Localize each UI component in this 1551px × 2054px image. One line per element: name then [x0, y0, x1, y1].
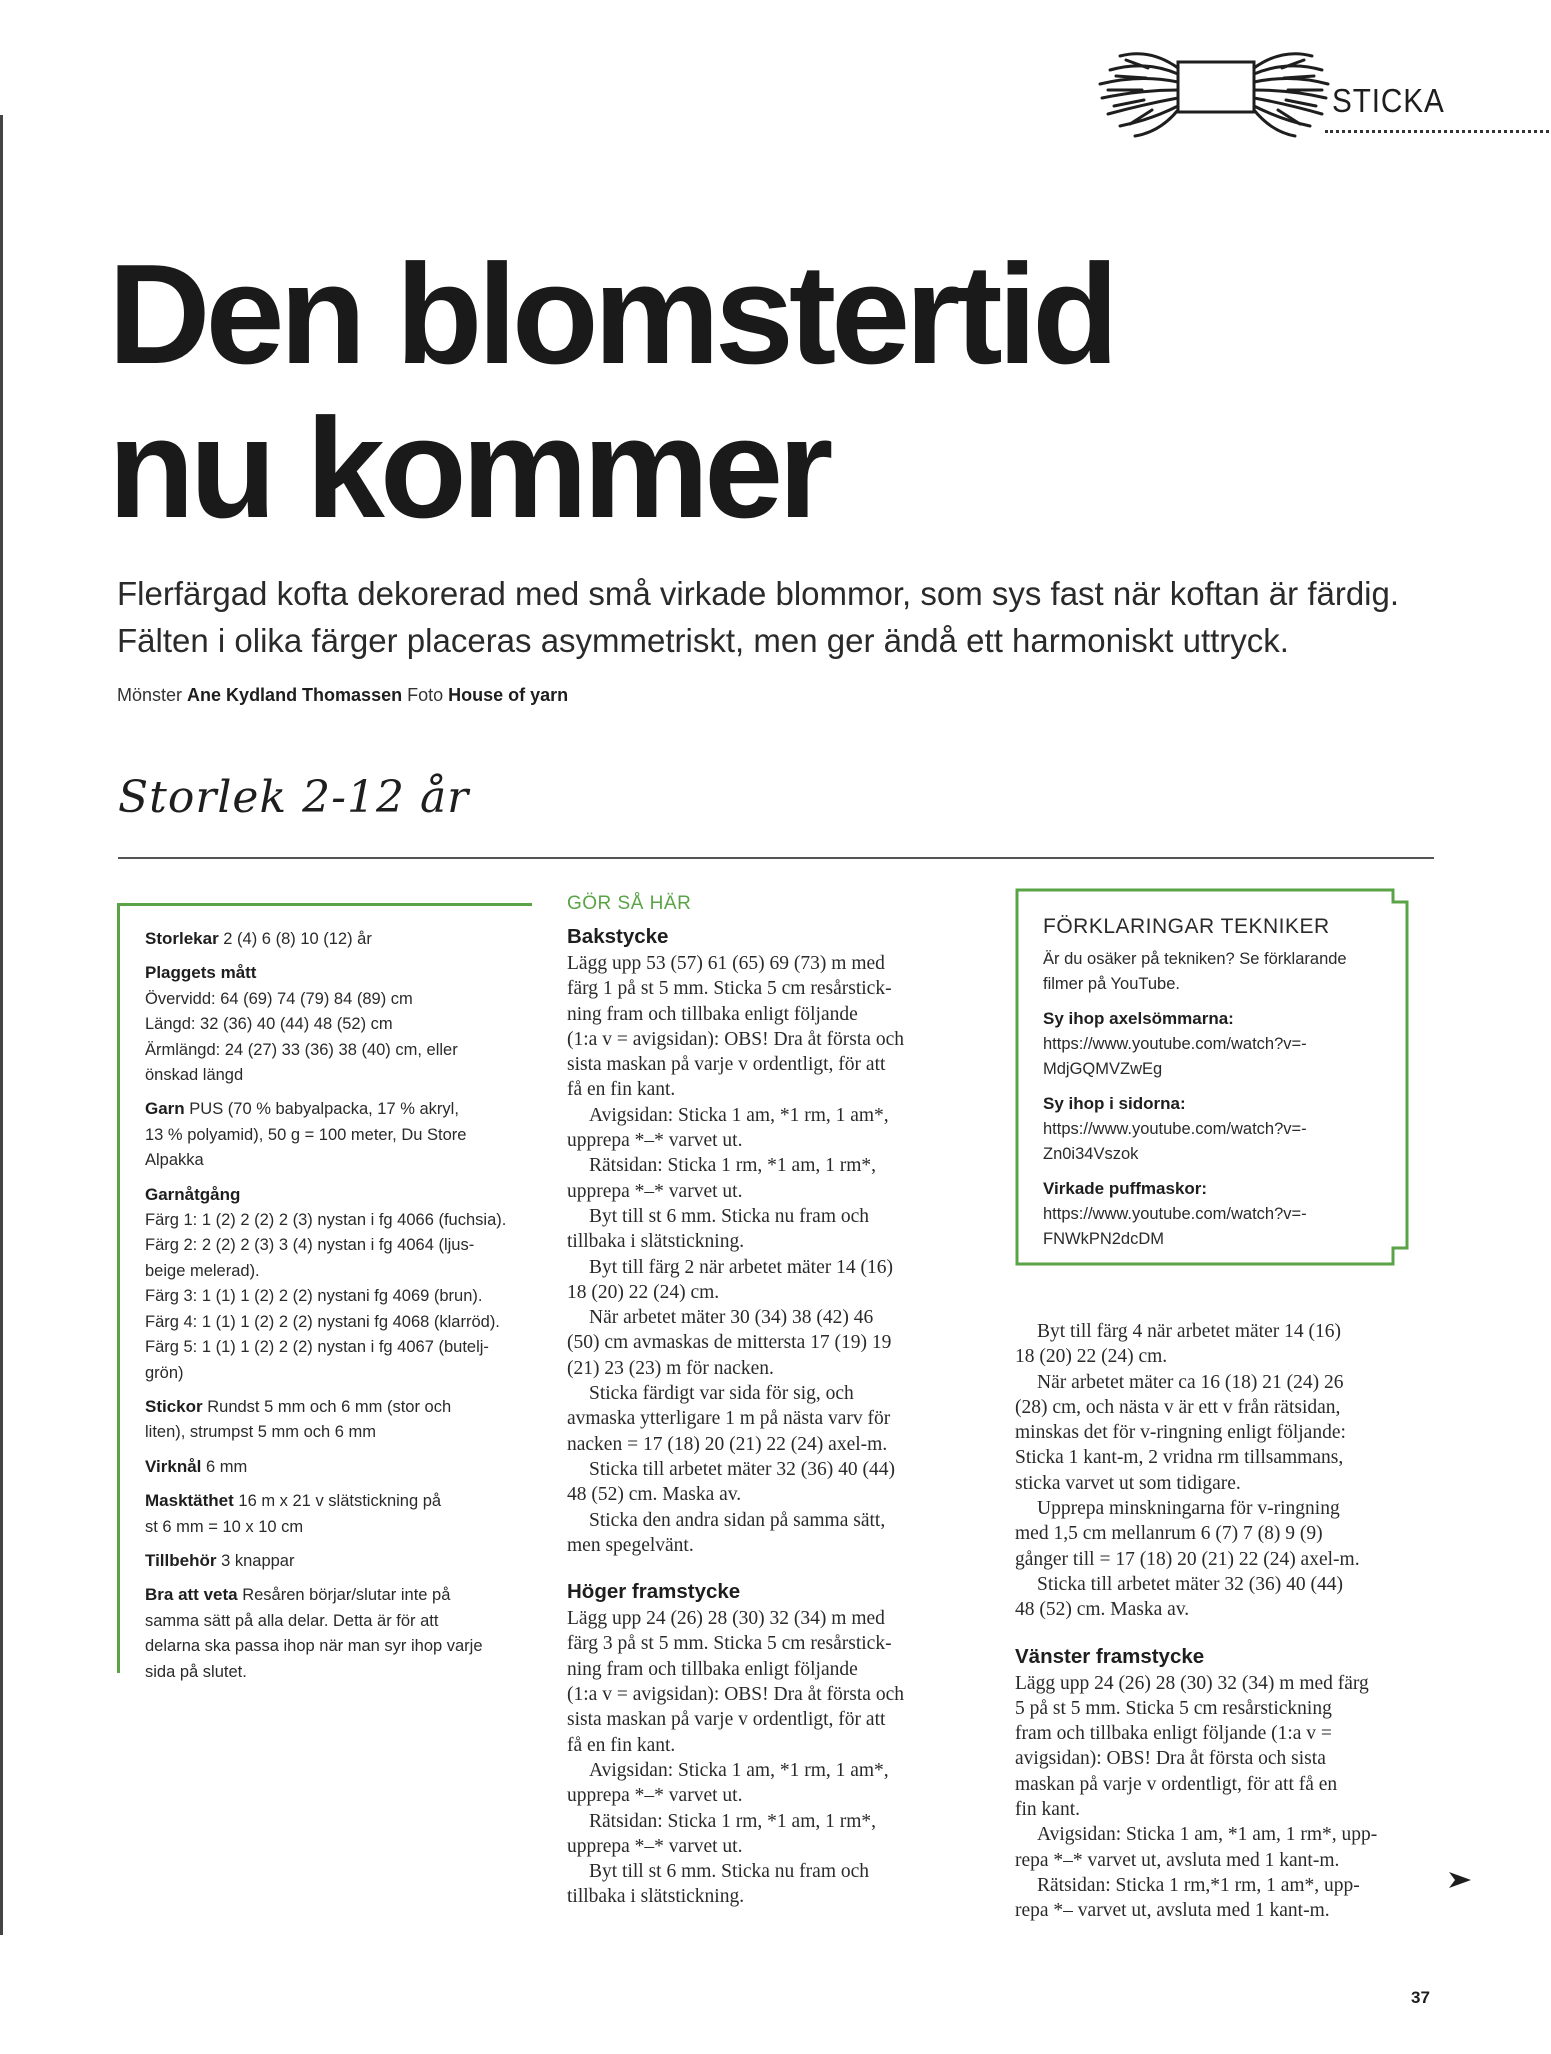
yarn-line: PUS (70 % babyalpacka, 17 % akryl, [189, 1100, 459, 1119]
yarn-block [145, 1096, 525, 1173]
good-to-know-block [145, 1582, 525, 1685]
text-line: När arbetet mäter 30 (34) 38 (42) 46 [589, 1307, 874, 1329]
technique-link[interactable]: https://www.youtube.com/watch?v=- [1043, 1120, 1307, 1138]
yarn-line: 13 % polyamid), 50 g = 100 meter, Du Store [145, 1125, 467, 1144]
text-line: Rätsidan: Sticka 1 rm,*1 rm, 1 am*, upp- [1037, 1874, 1360, 1896]
measure-line: Övervidd: 64 (69) 74 (79) 84 (89) cm [145, 989, 413, 1008]
text-line: sticka varvet ut som tidigare. [1015, 1472, 1241, 1494]
technique-item [1043, 1176, 1393, 1252]
yarn-skein-icon [1090, 40, 1330, 145]
text-line: få en fin kant. [567, 1079, 676, 1101]
text-line: (28) cm, och nästa v är ett v från rätsidan, [1015, 1396, 1341, 1418]
intro-line: filmer på YouTube. [1043, 975, 1180, 993]
text-line: tillbaka i slätstickning. [567, 1886, 745, 1908]
page-edge-line [0, 115, 3, 1935]
text-line: minskas det för v-ringning enligt följande: [1015, 1422, 1346, 1444]
techniques-intro [1043, 947, 1393, 997]
intro-line: Är du osäker på tekniken? Se förklarande [1043, 950, 1347, 968]
sizes-block [145, 926, 525, 952]
extras-label: Tillbehör [145, 1550, 217, 1570]
sizes-label: Storlekar [145, 929, 219, 948]
text-line: upprepa *–* varvet ut. [567, 1130, 743, 1152]
text-line: fram och tillbaka enligt följande (1:a v = [1015, 1723, 1332, 1745]
credits [117, 685, 568, 706]
consumption-line: Färg 2: 2 (2) 2 (3) 3 (4) nystan i fg 4064 (ljus- [145, 1236, 475, 1255]
text-line: sista maskan på varje v ordentligt, för att [567, 1709, 886, 1731]
yarn-label: Garn [145, 1099, 185, 1119]
technique-link[interactable]: FNWkPN2dcDM [1043, 1230, 1165, 1248]
measures-label: Plaggets mått [145, 963, 257, 983]
text-line: nacken = 17 (18) 20 (21) 22 (24) axel-m. [567, 1433, 888, 1455]
text-line: Lägg upp 24 (26) 28 (30) 32 (34) m med [567, 1608, 885, 1630]
method-label: GÖR SÅ HÄR [567, 893, 692, 914]
needles-label: Stickor [145, 1396, 203, 1416]
text-line: Sticka till arbetet mäter 32 (36) 40 (44) [1037, 1573, 1343, 1595]
text-line: ning fram och tillbaka enligt följande [567, 1003, 858, 1025]
techniques-content [1043, 914, 1393, 1261]
text-line: Sticka färdigt var sida för sig, och [589, 1383, 854, 1405]
left-front-text [1015, 1671, 1435, 1924]
text-line: (21) 23 (23) m för nacken. [567, 1357, 774, 1379]
technique-label: Sy ihop axelsömmarna: [1043, 1009, 1234, 1028]
hook-block [145, 1454, 525, 1480]
page-number: 37 [1411, 1988, 1430, 2007]
title-line-1: Den blomstertid [108, 235, 1114, 394]
technique-item [1043, 1006, 1393, 1082]
sizes-value: 2 (4) 6 (8) 10 (12) år [223, 930, 372, 948]
back-piece-title: Bakstycke [567, 925, 669, 948]
techniques-title: FÖRKLARINGAR TEKNIKER [1043, 915, 1330, 938]
text-line: Upprepa minskningarna för v-ringning [1037, 1498, 1340, 1520]
technique-link[interactable]: https://www.youtube.com/watch?v=- [1043, 1205, 1307, 1223]
intro-text: Flerfärgad kofta dekorerad med små virkade blommor, som sys fast när koftan är färdig. Fälten i olika färger placeras asymmetriskt, men ger ändå ett harmoniskt uttryck. [117, 575, 1400, 659]
technique-label: Sy ihop i sidorna: [1043, 1094, 1186, 1113]
extras-value: 3 knappar [221, 1551, 295, 1570]
heading-rule [118, 857, 1434, 859]
text-line: Byt till färg 4 när arbetet mäter 14 (16) [1037, 1321, 1341, 1342]
text-line: repa *– varvet ut, avsluta med 1 kant-m. [1015, 1900, 1330, 1922]
text-line: Byt till färg 2 när arbetet mäter 14 (16) [589, 1256, 893, 1278]
text-line: gånger till = 17 (18) 20 (21) 22 (24) axel-m. [1015, 1548, 1360, 1570]
right-front-title: Höger framstycke [567, 1580, 741, 1604]
back-piece-text [567, 951, 987, 1558]
text-line: Byt till st 6 mm. Sticka nu fram och [589, 1861, 870, 1883]
consumption-line: grön) [145, 1363, 184, 1382]
consumption-line: Färg 1: 1 (2) 2 (2) 2 (3) nystan i fg 4066 (fuchsia). [145, 1211, 507, 1230]
technique-link[interactable]: MdjGQMVZwEg [1043, 1060, 1163, 1078]
materials-content [145, 926, 525, 1693]
text-line: 48 (52) cm. Maska av. [567, 1484, 742, 1506]
gauge-block [145, 1488, 525, 1540]
text-line: få en fin kant. [567, 1734, 676, 1756]
extras-block [145, 1548, 525, 1574]
pattern-label: Mönster [117, 685, 183, 705]
text-line: sista maskan på varje v ordentligt, för att [567, 1054, 886, 1076]
text-line: med 1,5 cm mellanrum 6 (7) 7 (8) 9 (9) [1015, 1523, 1323, 1545]
instructions-column-right [1015, 1319, 1435, 1924]
text-line: maskan på varje v ordentligt, för att få en [1015, 1773, 1338, 1795]
measure-line: Längd: 32 (36) 40 (44) 48 (52) cm [145, 1015, 393, 1034]
text-line: (1:a v = avigsidan): OBS! Dra åt första och [567, 1684, 904, 1706]
gauge-line: 16 m x 21 v slätstickning på [238, 1492, 442, 1511]
technique-link[interactable]: https://www.youtube.com/watch?v=- [1043, 1035, 1307, 1053]
consumption-line: Färg 5: 1 (1) 1 (2) 2 (2) nystan i fg 4067 (butelj- [145, 1338, 489, 1357]
gauge-line: st 6 mm = 10 x 10 cm [145, 1517, 304, 1536]
consumption-line: Färg 4: 1 (1) 1 (2) 2 (2) nystani fg 4068 (klarröd). [145, 1312, 500, 1331]
next-page-arrow-icon [1448, 1870, 1472, 1895]
hook-label: Virknål [145, 1456, 202, 1476]
photo-credit: House of yarn [448, 685, 569, 705]
text-line: 5 på st 5 mm. Sticka 5 cm resårstickning [1015, 1697, 1332, 1719]
text-line: färg 3 på st 5 mm. Sticka 5 cm resårstick- [567, 1633, 892, 1655]
technique-link[interactable]: Zn0i34Vszok [1043, 1145, 1139, 1163]
page-title [108, 235, 1408, 548]
text-line: Sticka till arbetet mäter 32 (36) 40 (44) [589, 1458, 895, 1480]
text-line: Lägg upp 53 (57) 61 (65) 69 (73) m med [567, 953, 885, 974]
box-frame-top [117, 903, 532, 906]
text-line: fin kant. [1015, 1799, 1080, 1821]
text-line: Rätsidan: Sticka 1 rm, *1 am, 1 rm*, [589, 1810, 877, 1832]
text-line: färg 1 på st 5 mm. Sticka 5 cm resårstick- [567, 978, 892, 1000]
needles-line: liten), strumpst 5 mm och 6 mm [145, 1423, 377, 1442]
technique-item [1043, 1091, 1393, 1167]
text-line: ning fram och tillbaka enligt följande [567, 1658, 858, 1680]
measure-line: önskad längd [145, 1066, 244, 1085]
good-line: sida på slutet. [145, 1662, 247, 1681]
consumption-label: Garnåtgång [145, 1184, 241, 1204]
text-line: men spegelvänt. [567, 1534, 694, 1556]
text-line: Avigsidan: Sticka 1 am, *1 rm, 1 am*, [589, 1759, 889, 1781]
text-line: Byt till st 6 mm. Sticka nu fram och [589, 1205, 870, 1227]
text-line: 18 (20) 22 (24) cm. [567, 1281, 720, 1303]
text-line: repa *–* varvet ut, avsluta med 1 kant-m. [1015, 1849, 1340, 1871]
text-line: Avigsidan: Sticka 1 am, *1 rm, 1 am*, [589, 1104, 889, 1126]
text-line: (50) cm avmaskas de mittersta 17 (19) 19 [567, 1332, 892, 1354]
good-to-know-label: Bra att veta [145, 1585, 238, 1605]
good-line: delarna ska passa ihop när man syr ihop varje [145, 1637, 483, 1656]
consumption-line: Färg 3: 1 (1) 1 (2) 2 (2) nystani fg 4069 (brun). [145, 1287, 483, 1306]
size-heading: Storlek 2-12 år [118, 772, 470, 823]
title-line-2: nu kommer [108, 389, 829, 548]
consumption-line: beige melerad). [145, 1261, 260, 1280]
text-line: Sticka 1 kant-m, 2 vridna rm tillsammans, [1015, 1447, 1344, 1469]
techniques-box [1015, 888, 1410, 1266]
photo-label: Foto [407, 685, 444, 705]
right-front-text [567, 1606, 987, 1910]
measure-line: Ärmlängd: 24 (27) 33 (36) 38 (40) cm, eller [145, 1040, 458, 1059]
text-line: Avigsidan: Sticka 1 am, *1 am, 1 rm*, upp- [1037, 1824, 1378, 1846]
continuation-text [1015, 1319, 1435, 1623]
gauge-label: Masktäthet [145, 1491, 234, 1511]
consumption-block [145, 1182, 525, 1386]
text-line: Rätsidan: Sticka 1 rm, *1 am, 1 rm*, [589, 1155, 877, 1177]
section-tag-underline [1325, 130, 1551, 133]
text-line: Lägg upp 24 (26) 28 (30) 32 (34) m med färg [1015, 1672, 1369, 1694]
text-line: (1:a v = avigsidan): OBS! Dra åt första och [567, 1028, 904, 1050]
box-frame-left [117, 903, 120, 1673]
materials-box [117, 903, 532, 1681]
needles-line: Rundst 5 mm och 6 mm (stor och [207, 1397, 452, 1416]
section-tag: STICKA [1332, 82, 1445, 119]
instructions-column [567, 893, 987, 1910]
text-line: 18 (20) 22 (24) cm. [1015, 1346, 1168, 1368]
text-line: avigsidan): OBS! Dra åt första och sista [1015, 1748, 1326, 1770]
text-line: Sticka den andra sidan på samma sätt, [589, 1509, 886, 1531]
needles-block [145, 1394, 525, 1446]
measures-block [145, 960, 525, 1088]
text-line: upprepa *–* varvet ut. [567, 1180, 743, 1202]
text-line: 48 (52) cm. Maska av. [1015, 1599, 1190, 1621]
text-line: upprepa *–* varvet ut. [567, 1785, 743, 1807]
left-front-title: Vänster framstycke [1015, 1644, 1205, 1668]
pattern-author: Ane Kydland Thomassen [187, 685, 403, 705]
text-line: avmaska ytterligare 1 m på nästa varv för [567, 1408, 891, 1430]
good-line: Resåren börjar/slutar inte på [242, 1586, 451, 1605]
technique-label: Virkade puffmaskor: [1043, 1179, 1208, 1198]
text-line: När arbetet mäter ca 16 (18) 21 (24) 26 [1037, 1371, 1344, 1393]
yarn-line: Alpakka [145, 1151, 204, 1170]
text-line: tillbaka i slätstickning. [567, 1231, 745, 1253]
text-line: upprepa *–* varvet ut. [567, 1835, 743, 1857]
good-line: samma sätt på alla delar. Detta är för att [145, 1611, 439, 1630]
hook-value: 6 mm [205, 1457, 248, 1476]
